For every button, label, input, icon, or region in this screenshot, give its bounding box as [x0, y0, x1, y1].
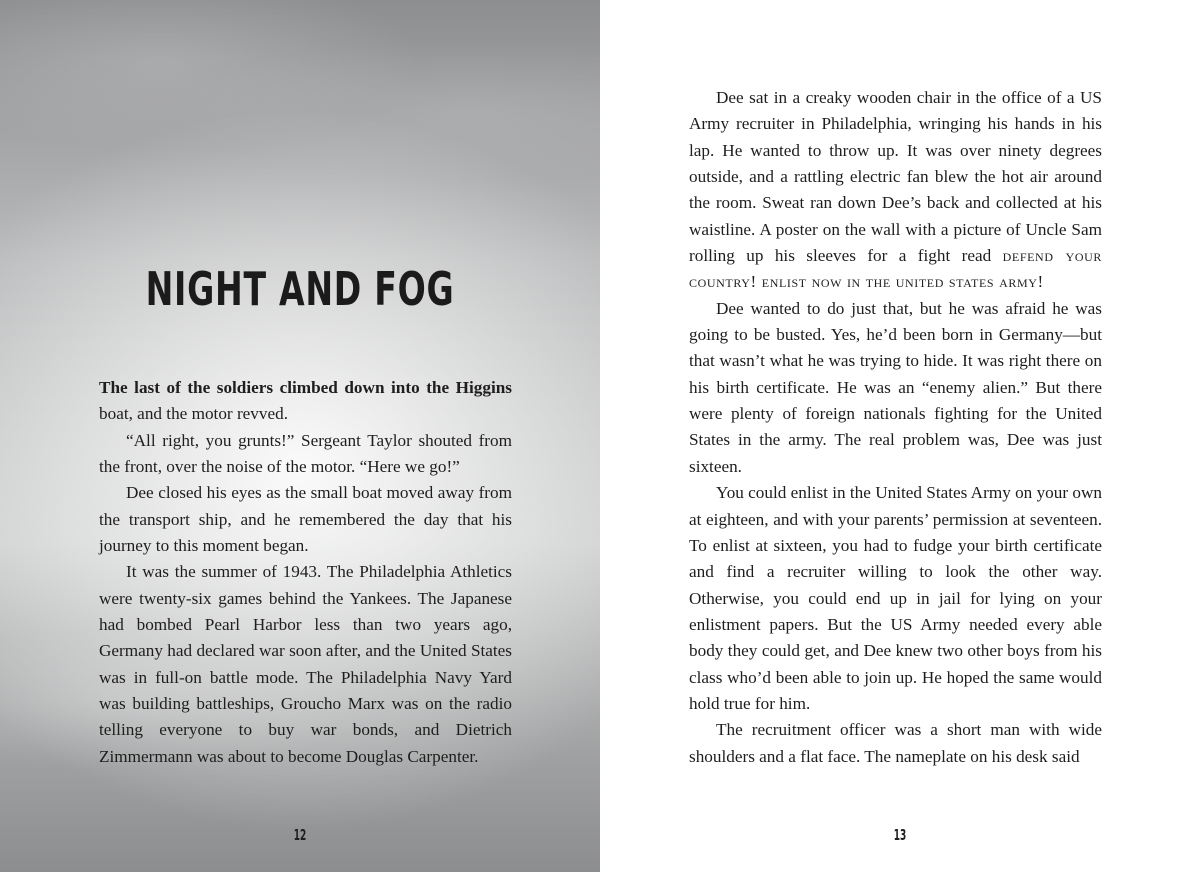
paragraph-text: boat, and the motor revved. [99, 404, 289, 424]
chapter-title: NIGHT AND FOG [145, 262, 455, 316]
opening-line: The last of the soldiers climbed down into the Higgins [99, 378, 512, 397]
paragraph: It was the summer of 1943. The Philadelphia Athletics were twenty-six games behind the Yankees. The Japanese had bombed Pearl Harbor less than two years ago, Germany had declared war soon after, and the United States was in full-on battle mode. The Philadelphia Navy Yard was building battleships, Groucho Marx was on the radio telling everyone to buy war bonds, and Dietrich Zimmermann was about to become Douglas Carpenter. [99, 562, 512, 766]
paragraph [99, 375, 512, 428]
poster-text: defend your country! enlist now in the united states army! [689, 246, 1102, 292]
paragraph-text: Dee sat in a creaky wooden chair in the office of a US Army recruiter in Philadelphia, wringing his hands in his lap. He wanted to throw up. It was over ninety degrees outside, and a rattling electric fan blew the hot air around the room. Sweat ran down Dee’s back and collected at his waistline. A poster on the wall with a picture of Uncle Sam rolling up his sleeves for a fight read [689, 88, 1102, 266]
right-page [600, 0, 1200, 872]
right-page-body [689, 85, 1102, 770]
paragraph: “All right, you grunts!” Sergeant Taylor shouted from the front, over the noise of the motor. “Here we go!” [99, 430, 512, 477]
paragraph: You could enlist in the United States Army on your own at eighteen, and with your parents’ permission at seventeen. To enlist at sixteen, you had to fudge your birth certificate and find a recruiter willing to look the other way. Otherwise, you could end up in jail for lying on your enlistment papers. But the US Army needed every able body they could get, and Dee knew two other boys from his class who’d been able to join up. He hoped the same would hold true for him. [689, 483, 1102, 713]
paragraph: Dee closed his eyes as the small boat moved away from the transport ship, and he remembered the day that his journey to this moment began. [99, 483, 512, 556]
paragraph: Dee wanted to do just that, but he was afraid he was going to be busted. Yes, he’d been born in Germany—but that wasn’t what he was trying to hide. It was right there on his birth certificate. He was an “enemy alien.” But there were plenty of foreign nationals fighting for the United States in the army. The real problem was, Dee was just sixteen. [689, 298, 1102, 476]
paragraph [689, 85, 1102, 296]
paragraph: The recruitment officer was a short man with wide shoulders and a flat face. The nameplate on his desk said [689, 720, 1102, 766]
left-page-body [99, 375, 512, 770]
page-number-left: 12 [293, 826, 307, 844]
page-number-right: 13 [893, 826, 907, 844]
